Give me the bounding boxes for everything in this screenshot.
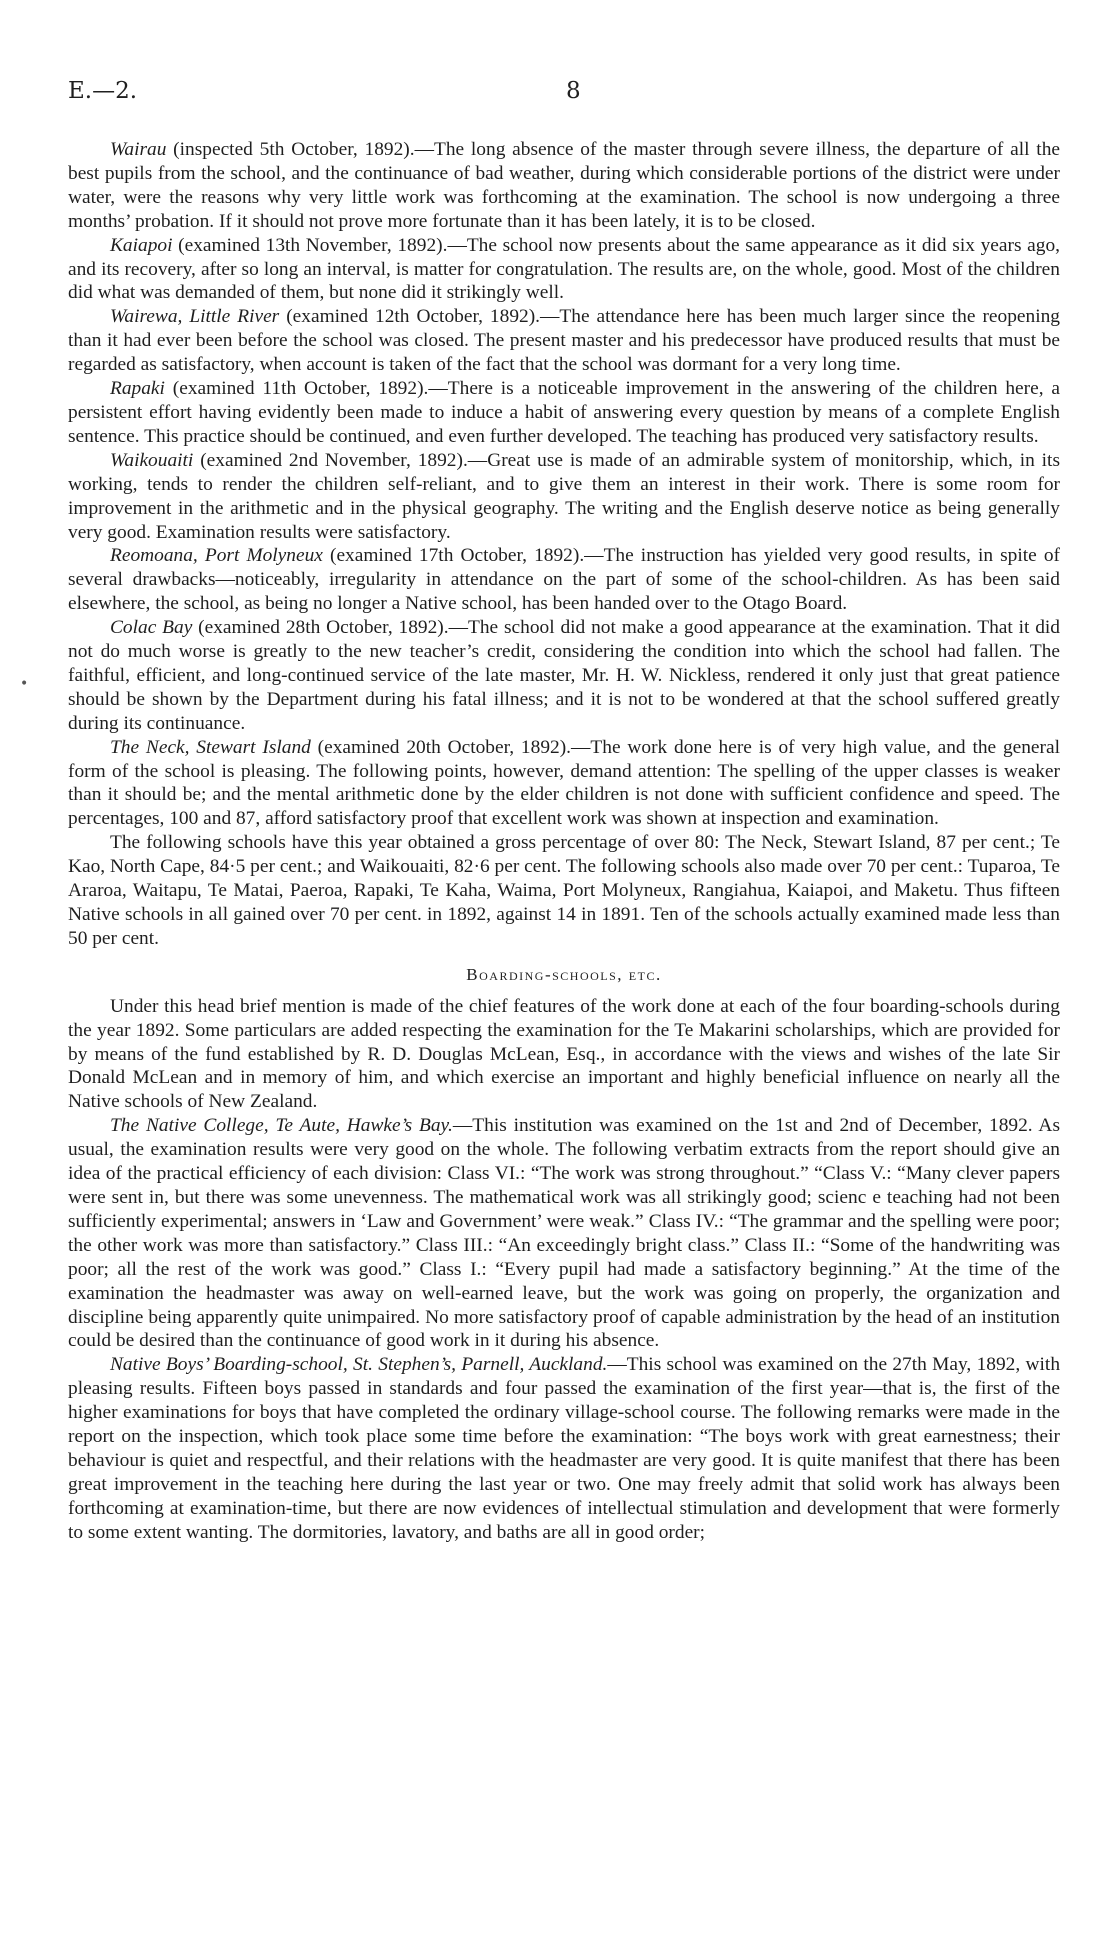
page-header [68,78,1048,108]
paragraph-lead: Colac Bay [110,617,193,639]
paragraph-st-stephens [68,1353,1060,1544]
report-reference: E.—2. [68,78,138,104]
paragraph-text: (examined 11th October, 1892).—There is a noticeable improvement in the answering of the children here, a persistent effort having evidently been made to induce a habit of answering every question by means of a complete English sentence. This practice should be continued, and even further developed. The teaching has produced very satisfactory results. [68,378,1060,447]
paragraph-the-neck [68,736,1060,832]
paragraph-text: —This institution was examined on the 1st and 2nd of December, 1892. As usual, the examination results were very good on the whole. The following verbatim extracts from the report should give an idea of the practical efficiency of each division: Class VI.: “The work was strong throughout.” “Class V.: “Many clever papers were sent in, but there was some unevenness. The mathematical work was all strikingly good; scienc e teaching had not been sufficiently experimental; answers in ‘Law and Government’ were weak.” Class IV.: “The grammar and the spelling were poor; the other work was more than satisfactory.” Class III.: “An exceedingly bright class.” Class II.: “Some of the handwriting was poor; all the rest of the work was good.” Class I.: “Every pupil had made a satisfactory beginning.” At the time of the examination the headmaster was away on well-earned leave, but the work was going on properly, the organization and discipline being apparently quite unimpaired. No more satisfactory proof of capable administration by the head of an institution could be desired than the continuance of good work in it during his absence. [68,1115,1060,1352]
paragraph-wairau [68,138,1060,234]
paragraph-lead: Wairewa, Little River [110,306,280,328]
paragraph-text: (examined 20th October, 1892).—The work done here is of very high value, and the general form of the school is pleasing. The following points, however, demand attention: The spelling of the upper classes is weaker than it should be; and the mental arithmetic done by the elder children is not done with sufficient confidence and speed. The percentages, 100 and 87, afford satisfactory proof that excellent work was shown at inspection and examination. [68,736,1060,830]
paragraph-lead: The Native College, Te Aute, Hawke’s Bay. [110,1115,453,1137]
paragraph-text: —This school was examined on the 27th May, 1892, with pleasing results. Fifteen boys passed in standards and four passed the examination of the first year—that is, the first of the higher examinations for boys that have completed the ordinary village-school course. The following remarks were made in the report on the inspection, which took place some time before the examination: “The boys work with great earnestness; their behaviour is quiet and respectful, and their relations with the headmaster are very good. It is quite manifest that there has been great improvement in the teaching here during the last year or two. One may freely admit that solid work has always been forthcoming at examination-time, but there are now evidences of intellectual stimulation and development that were formerly to some extent wanting. The dormitories, lavatory, and baths are all in good order; [68,1354,1061,1543]
paragraph-text: (examined 17th October, 1892).—The instruction has yielded very good results, in spite of several drawbacks—noticeably, irregularity in attendance on the part of some of the school-children. As has been said elsewhere, the school, as being no longer a Native school, has been handed over to the Otago Board. [68,545,1060,615]
paragraph-colac-bay [68,616,1060,736]
paragraph-text: (examined 13th November, 1892).—The school now presents about the same appearance as it did six years ago, and its recovery, after so long an interval, is matter for congratulation. The results are, on the whole, good. Most of the children did what was demanded of them, but none did it strikingly well. [68,234,1060,304]
paragraph-te-aute [68,1114,1060,1353]
paragraph-text: Under this head brief mention is made of the chief features of the work done at each of the four boarding-schools during the year 1892. Some particulars are added respecting the examination for the Te Makarini scholarships, which are provided for by means of the fund established by R. D. Douglas McLean, Esq., in accordance with the views and wishes of the late Sir Donald McLean and in memory of him, and which exercise an important and highly beneficial influence on nearly all the Native schools of New Zealand. [68,995,1060,1113]
paragraph-text: (inspected 5th October, 1892).—The long absence of the master through severe illness, the departure of all the best pupils from the school, and the continuance of bad weather, during which considerable portions of the district were under water, were the reasons why very little work was forthcoming at the examination. The school is now undergoing a three months’ probation. If it should not prove more fortunate than it has been lately, it is to be closed. [68,139,1060,232]
paragraph-lead: Wairau [110,139,167,160]
paragraph-lead: Reomoana, Port Molyneux [110,545,323,567]
paragraph-wairewa [68,305,1060,377]
paragraph-waikouaiti [68,449,1060,545]
paragraph-rapaki [68,377,1060,449]
section-heading: Boarding-schools, etc. [466,964,662,984]
paragraph-text: (examined 12th October, 1892).—The attendance here has been much larger since the reopening than it had ever been before the school was closed. The present master and his predecessor have produced results that must be regarded as satisfactory, when account is taken of the fact that the school was dormant for a very long time. [68,306,1060,376]
paragraph-kaiapoi [68,234,1060,306]
paragraph-lead: Kaiapoi [110,234,173,256]
paragraph-lead: Native Boys’ Boarding-school, St. Stephen’s, Parnell, Auckland. [110,1354,608,1376]
paragraph-lead: The Neck, Stewart Island [110,736,311,758]
margin-mark: • [20,676,29,692]
paragraph-text: (examined 2nd November, 1892).—Great use is made of an admirable system of monitorship, which, in its working, tends to render the children self-reliant, and to give them an interest in their work. There is some room for improvement in the arithmetic and in the physical geography. The writing and the English deserve notice as being generally very good. Examination results were satisfactory. [68,449,1060,543]
paragraph-lead: Waikouaiti [110,449,194,471]
paragraph-text: (examined 28th October, 1892).—The school did not make a good appearance at the examination. That it did not do much worse is greatly to the new teacher’s credit, considering the condition into which the school had fallen. The faithful, efficient, and long-continued service of the late master, Mr. H. W. Nickless, rendered it only just that great patience should be shown by the Department during his fatal illness; and it is not to be wondered at that the school suffered greatly during its continuance. [68,617,1060,734]
page-number: 8 [566,78,581,104]
paragraph-summary [68,831,1060,951]
paragraph-text: The following schools have this year obtained a gross percentage of over 80: The Neck, Stewart Island, 87 per cent.; Te Kao, North Cape, 84·5 per cent.; and Waikouaiti, 82·6 per cent. The following schools also made over 70 per cent.: Tuparoa, Te Araroa, Waitapu, Te Matai, Paeroa, Rapaki, Te Kaha, Waima, Port Molyneux, Rangiahua, Kaiapoi, and Maketu. Thus fifteen Native schools in all gained over 70 per cent. in 1892, against 14 in 1891. Ten of the schools actually examined made less than 50 per cent. [68,832,1060,949]
paragraph-boarding-intro [68,995,1060,1115]
body-text [68,138,1060,1545]
paragraph-reomoana [68,544,1060,616]
paragraph-lead: Rapaki [110,378,165,400]
